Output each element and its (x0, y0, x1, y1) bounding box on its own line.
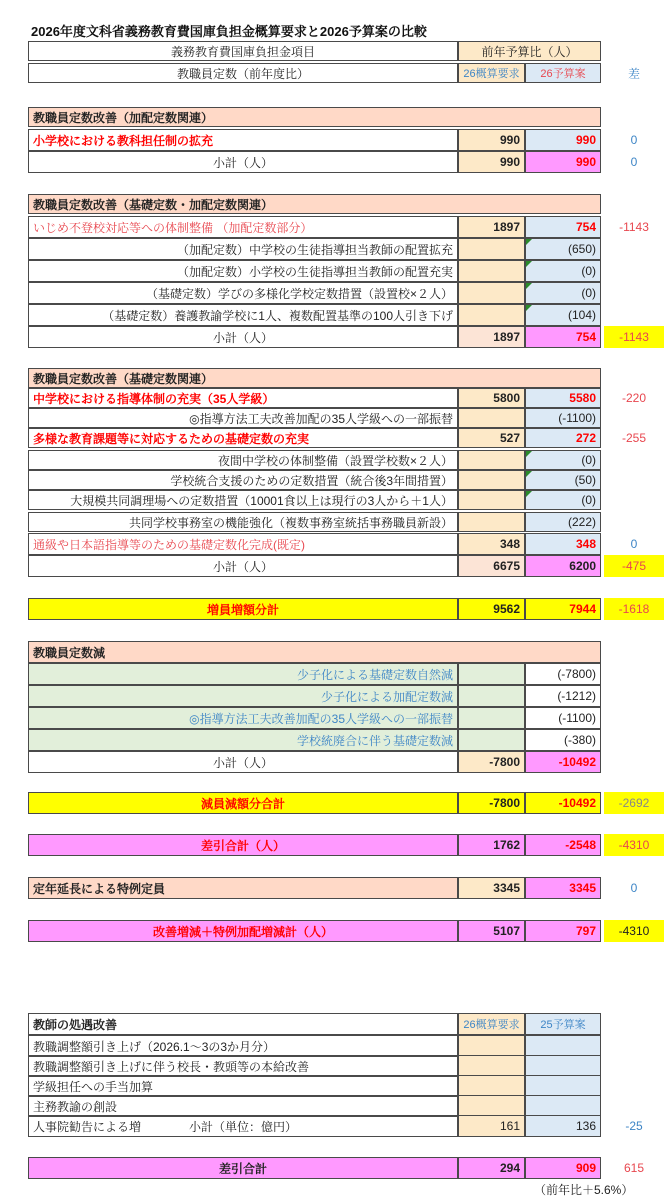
row-label: （基礎定数）養護教諭学校に1人、複数配置基準の100人引き下げ (28, 304, 458, 326)
request-value (458, 685, 525, 707)
budget-value: (104) (525, 304, 601, 326)
subtotal-diff: 0 (630, 155, 638, 169)
final-total-diff: 615 (623, 1161, 645, 1175)
budget-value: (-7800) (525, 663, 601, 685)
subtotal-budget: 754 (525, 326, 601, 348)
row-label: （加配定数）中学校の生徒指導担当教師の配置拡充 (28, 238, 458, 260)
subtotal-diff: -475 (604, 555, 664, 577)
net-total-budget: -2548 (525, 834, 601, 856)
improve-total-request: 5107 (458, 920, 525, 942)
budget-value: 754 (525, 216, 601, 238)
diff-value: -1143 (619, 220, 649, 234)
row-label: 夜間中学校の体制整備（設置学校数×２人） (28, 450, 458, 470)
request-value (458, 707, 525, 729)
request-value (458, 470, 525, 490)
request-value (458, 490, 525, 510)
request-value (458, 1055, 525, 1077)
budget-value: (-1100) (525, 707, 601, 729)
diff-value: 0 (630, 133, 638, 147)
final-total-request: 294 (458, 1157, 525, 1179)
diff-value: -255 (621, 431, 647, 445)
subtotal-budget: 6200 (525, 555, 601, 577)
row-label: 少子化による基礎定数自然減 (28, 663, 458, 685)
section4-title: 教職員定数減 (28, 641, 601, 663)
subtotal-request: 1897 (458, 326, 525, 348)
net-total-diff: -4310 (604, 834, 664, 856)
staff-header: 教職員定数（前年度比） (28, 63, 458, 83)
net-total-label: 差引合計（人） (28, 834, 458, 856)
section2-title: 教職員定数改善（基礎定数・加配定数関連） (28, 194, 601, 214)
subtotal-budget: 990 (525, 151, 601, 173)
request-value (458, 408, 525, 428)
row-label: 主務教諭の創設 (28, 1095, 458, 1117)
budget-value (525, 1095, 601, 1117)
subtotal-label: 小計（人） (28, 326, 458, 348)
subtotal-budget: 136 (525, 1115, 601, 1137)
budget-value: (0) (525, 490, 601, 510)
diff-value: -220 (621, 391, 647, 405)
section3-title: 教職員定数改善（基礎定数関連） (28, 368, 601, 388)
request-value (458, 304, 525, 326)
row-label: 通級や日本語指導等のための基礎定数化完成(既定) (28, 533, 458, 555)
budget-value (525, 1055, 601, 1077)
subtotal-label: 小計（人） (28, 555, 458, 577)
final-total-label: 差引合計 (28, 1157, 458, 1179)
row-label: 教職調整額引き上げ（2026.1～3の3か月分） (28, 1035, 458, 1057)
increase-total-label: 増員増額分計 (28, 598, 458, 620)
row-label: 学校統合支援のための定数措置（統合後3年間措置） (28, 470, 458, 490)
budget-value (525, 1075, 601, 1097)
budget-value: (222) (525, 512, 601, 532)
subtotal-label: 小計（単位：億円） (28, 1115, 458, 1137)
retire-budget: 3345 (525, 877, 601, 899)
retire-request: 3345 (458, 877, 525, 899)
row-label: ◎指導方法工夫改善加配の35人学級への一部振替 (28, 707, 458, 729)
increase-total-budget: 7944 (525, 598, 601, 620)
retire-diff: 0 (630, 881, 638, 895)
row-label: 多様な教育課題等に対応するための基礎定数の充実 (28, 428, 458, 448)
budget-value: (-1100) (525, 408, 601, 428)
item-header: 義務教育費国庫負担金項目 (28, 41, 458, 61)
request-value (458, 663, 525, 685)
diff-column-header: 差 (627, 66, 640, 81)
subtotal-request: 990 (458, 151, 525, 173)
request-value: 1897 (458, 216, 525, 238)
subtotal-diff: -1143 (604, 326, 664, 348)
budget-value: (0) (525, 260, 601, 282)
section5-title: 教師の処遇改善 (28, 1013, 458, 1035)
budget-value: (0) (525, 282, 601, 304)
page-title: 2026年度文科省義務教育費国庫負担金概算要求と2026予算案の比較 (31, 24, 427, 39)
row-label: 小学校における教科担任制の拡充 (28, 129, 458, 151)
request-value: 348 (458, 533, 525, 555)
budget-value: (650) (525, 238, 601, 260)
row-label: 学級担任への手当加算 (28, 1075, 458, 1097)
budget-value: (-1212) (525, 685, 601, 707)
decrease-total-diff: -2692 (604, 792, 664, 814)
row-label: （加配定数）小学校の生徒指導担当教師の配置充実 (28, 260, 458, 282)
row-label: 学校統廃合に伴う基礎定数減 (28, 729, 458, 751)
request-value: 990 (458, 129, 525, 151)
row-label: 人事院勧告による増 (28, 1115, 458, 1137)
request-value: 527 (458, 428, 525, 448)
decrease-total-request: -7800 (458, 792, 525, 814)
row-label: 少子化による加配定数減 (28, 685, 458, 707)
budget-value (525, 1035, 601, 1057)
final-total-budget: 909 (525, 1157, 601, 1179)
section1-title: 教職員定数改善（加配定数関連） (28, 107, 601, 127)
row-label: ◎指導方法工夫改善加配の35人学級への一部振替 (28, 408, 458, 428)
subtotal-label: 小計（人） (28, 751, 458, 773)
diff-value: 0 (630, 537, 638, 551)
footnote: （前年比＋5.6%） (534, 1183, 634, 1197)
budget-value: (-380) (525, 729, 601, 751)
request-value (458, 238, 525, 260)
improve-total-budget: 797 (525, 920, 601, 942)
decrease-total-label: 減員減額分合計 (28, 792, 458, 814)
ratio-header: 前年予算比（人） (458, 41, 601, 61)
increase-total-request: 9562 (458, 598, 525, 620)
request-value (458, 1075, 525, 1097)
subtotal-request: 6675 (458, 555, 525, 577)
subtotal-budget: -10492 (525, 751, 601, 773)
row-label: 共同学校事務室の機能強化（複数事務室統括事務職員新設） (28, 512, 458, 532)
request-value (458, 1095, 525, 1117)
row-label: いじめ不登校対応等への体制整備 （加配定数部分） (28, 216, 458, 238)
budget-value: 5580 (525, 388, 601, 408)
retire-label: 定年延長による特例定員 (28, 877, 458, 899)
decrease-total-budget: -10492 (525, 792, 601, 814)
row-label: （基礎定数）学びの多様化学校定数措置（設置校×２人） (28, 282, 458, 304)
increase-total-diff: -1618 (604, 598, 664, 620)
subtotal-diff: -25 (625, 1119, 643, 1133)
request-value (458, 260, 525, 282)
request-value (458, 729, 525, 751)
subtotal-request: 161 (458, 1115, 525, 1137)
request-value (458, 450, 525, 470)
request-value (458, 1035, 525, 1057)
budget-value: 272 (525, 428, 601, 448)
budget-value: (50) (525, 470, 601, 490)
subtotal-label: 小計（人） (28, 151, 458, 173)
row-label: 中学校における指導体制の充実（35人学級） (28, 388, 458, 408)
row-label: 教職調整額引き上げに伴う校長・教頭等の本給改善 (28, 1055, 458, 1077)
request-column-header: 26概算要求 (458, 63, 525, 83)
budget-value: (0) (525, 450, 601, 470)
budget-column-header: 25予算案 (525, 1013, 601, 1035)
net-total-request: 1762 (458, 834, 525, 856)
request-value: 5800 (458, 388, 525, 408)
budget-value: 990 (525, 129, 601, 151)
request-value (458, 282, 525, 304)
row-label: 大規模共同調理場への定数措置（10001食以上は現行の3人から＋1人） (28, 490, 458, 510)
request-value (458, 512, 525, 532)
budget-value: 348 (525, 533, 601, 555)
budget-column-header: 26予算案 (525, 63, 601, 83)
improve-total-label: 改善増減＋特例加配増減計（人） (28, 920, 458, 942)
subtotal-request: -7800 (458, 751, 525, 773)
request-column-header: 26概算要求 (458, 1013, 525, 1035)
improve-total-diff: -4310 (604, 920, 664, 942)
